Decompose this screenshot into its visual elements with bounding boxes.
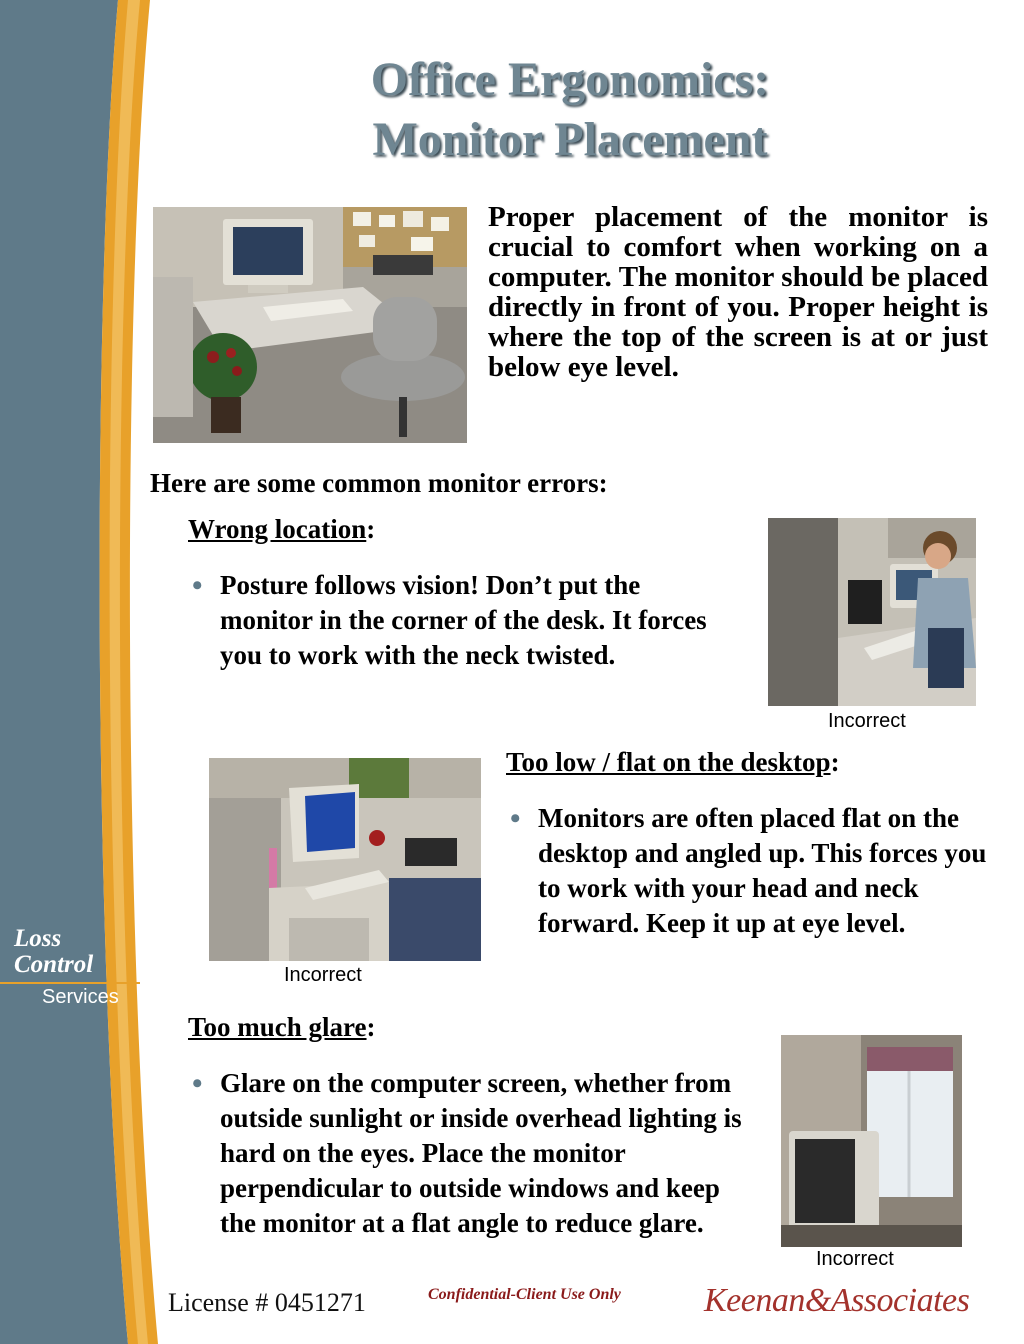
logo-divider (0, 982, 140, 984)
title-line-2: Monitor Placement (372, 113, 768, 166)
logo-line-services: Services (42, 986, 119, 1008)
too-low-photo (209, 758, 481, 961)
workstation-photo (153, 207, 467, 443)
caption-wrong-location: Incorrect (828, 710, 906, 732)
logo-line-control: Control (14, 951, 94, 978)
bullet-too-low-text: Monitors are often placed flat on the desktop and angled up. This forces you to work with your head and neck forward. Keep it up at eye level. (538, 803, 987, 938)
keenan-associates-logo: Keenan&Associates (704, 1282, 970, 1319)
heading-glare: Too much glare: (188, 1012, 376, 1042)
heading-glare-text: Too much glare (188, 1012, 367, 1042)
heading-too-low-text: Too low / flat on the desktop (506, 747, 831, 777)
page-title (200, 50, 940, 170)
glare-photo (781, 1035, 962, 1247)
confidential-notice: Confidential-Client Use Only (428, 1286, 621, 1303)
heading-too-low: Too low / flat on the desktop: (506, 747, 840, 777)
heading-wrong-location: Wrong location: (188, 514, 376, 544)
logo-line-loss: Loss (14, 925, 62, 952)
license-number: License # 0451271 (168, 1288, 366, 1317)
title-line-1: Office Ergonomics: (370, 53, 770, 106)
errors-lead: Here are some common monitor errors: (150, 468, 608, 498)
heading-wrong-location-text: Wrong location (188, 514, 367, 544)
wrong-location-photo (768, 518, 976, 706)
bullet-dot-icon: • (192, 569, 203, 602)
caption-glare: Incorrect (816, 1248, 894, 1270)
bullet-too-low (510, 801, 998, 941)
bullet-glare (192, 1066, 755, 1241)
intro-paragraph: Proper placement of the monitor is crucial to comfort when working on a computer. The monitor should be placed directly in front of you. Proper height is where the top of the screen is at or just below eye level. (488, 201, 988, 383)
bullet-wrong-location (192, 568, 735, 673)
bullet-wrong-location-text: Posture follows vision! Don’t put the monitor in the corner of the desk. It forces you to work with the neck twisted. (220, 570, 707, 670)
caption-too-low: Incorrect (284, 964, 362, 986)
bullet-glare-text: Glare on the computer screen, whether from outside sunlight or inside overhead lighting is hard on the eyes. Place the monitor perpendicular to outside windows and keep the monitor at a flat angle to reduce glare. (220, 1068, 742, 1238)
loss-control-logo (14, 926, 144, 1009)
sidebar-band (0, 0, 170, 1344)
bullet-dot-icon: • (510, 802, 521, 835)
bullet-dot-icon: • (192, 1067, 203, 1100)
